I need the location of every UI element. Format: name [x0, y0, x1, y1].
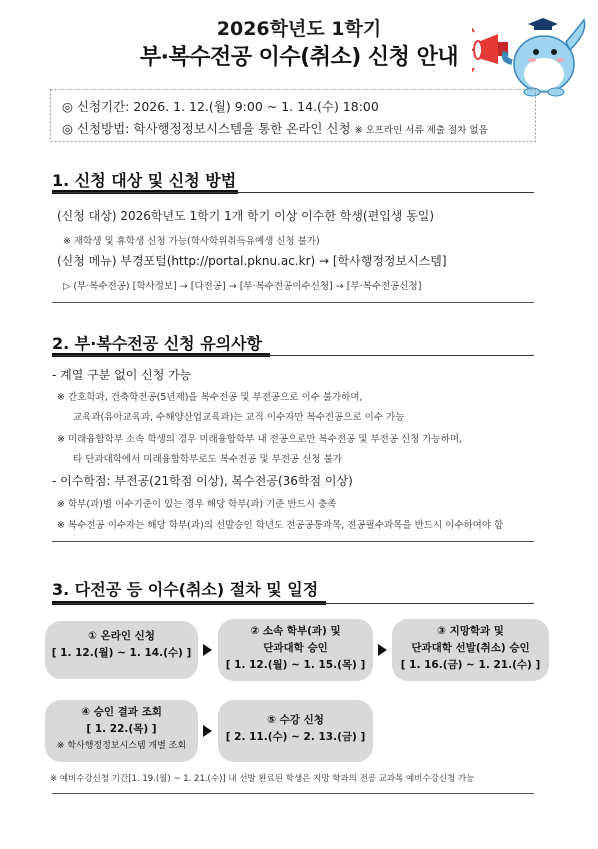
note1d: 타 단과대학에서 미래융합학부로도 복수전공 및 부전공 신청 불가 — [73, 454, 342, 465]
note1b: 교육과(유아교육과, 수해양산업교육과)는 교직 이수자만 복수전공으로 이수 가능 — [73, 412, 405, 423]
step-4-date: [ 1. 22.(목) ] — [86, 723, 157, 735]
triangle-right-icon — [378, 644, 387, 656]
step-1-title: ① 온라인 신청 — [88, 630, 155, 642]
note1a: ※ 간호학과, 건축학전공(5년제)을 복수전공 및 부전공으로 이수 불가하며, — [57, 392, 363, 403]
step-5 — [218, 700, 373, 762]
step-1-date: [ 1. 12.(월) ~ 1. 14.(수) ] — [51, 647, 192, 659]
step-4 — [45, 700, 198, 762]
section1-rule — [52, 192, 534, 193]
period-line — [62, 97, 379, 115]
section2-title: 2. 부·복수전공 신청 유의사항 — [52, 334, 263, 353]
section1-bottom-rule — [52, 302, 534, 303]
title-line1: 2026학년도 1학기 — [216, 18, 382, 40]
step-3-subtitle: 단과대학 선발(취소) 승인 — [411, 642, 530, 654]
item2: - 이수학점: 부전공(21학점 이상), 복수전공(36학점 이상) — [52, 474, 353, 488]
note2b: ※ 복수전공 이수자는 해당 학부(과)의 선발승인 학년도 전공공통과목, 전공필수과목을 반드시 이수하여야 함 — [57, 520, 504, 531]
section3-rule — [52, 603, 534, 604]
step-3-date: [ 1. 16.(금) ~ 1. 21.(수) ] — [400, 659, 541, 671]
method-line — [62, 119, 488, 137]
megaphone-icon — [472, 26, 508, 74]
target-text: (신청 대상) 2026학년도 1학기 1개 학기 이상 이수한 학생(편입생 동일) — [57, 209, 435, 223]
section2-bottom-rule — [52, 541, 534, 542]
step-3 — [392, 619, 549, 681]
step-3-title: ③ 지망학과 및 — [437, 625, 504, 637]
method-note: ※ 오프라인 서류 제출 절차 없음 — [354, 125, 488, 136]
target-note: ※ 재학생 및 휴학생 신청 가능(학사학위취득유예생 신청 불가) — [63, 236, 320, 247]
note1c: ※ 미래융합학부 소속 학생의 경우 미래융합학부 내 전공으로만 복수전공 및 부전공 신청 가능하며, — [57, 434, 463, 445]
step-2-date: [ 1. 12.(월) ~ 1. 15.(목) ] — [225, 659, 366, 671]
period-label: ◎ 신청기간: — [62, 99, 130, 114]
method-value: 학사행정정보시스템을 통한 온라인 신청 — [133, 121, 351, 136]
section3-bottom-rule — [52, 793, 534, 794]
step-4-note: ※ 학사행정정보시스템 개별 조회 — [56, 741, 187, 751]
triangle-right-icon — [203, 644, 212, 656]
page-title: 부·복수전공 이수(취소) 신청 안내 — [139, 45, 459, 70]
method-label: ◎ 신청방법: — [62, 121, 130, 136]
step-2 — [218, 619, 373, 681]
note2a: ※ 학부(과)별 이수기준이 있는 경우 해당 학부(과) 기준 반드시 충족 — [57, 499, 337, 510]
step-2-subtitle: 단과대학 승인 — [263, 642, 328, 654]
item1: - 계열 구분 없이 신청 가능 — [52, 368, 192, 382]
step-2-title: ② 소속 학부(과) 및 — [250, 625, 341, 637]
step-1 — [45, 621, 198, 679]
step-5-title: ⑤ 수강 신청 — [267, 714, 324, 726]
triangle-right-icon — [203, 725, 212, 737]
section2-rule — [52, 355, 534, 356]
step-4-title: ④ 승인 결과 조회 — [81, 706, 162, 718]
section3-title: 3. 다전공 등 이수(취소) 절차 및 일정 — [52, 580, 319, 599]
menu-text: (신청 메뉴) 부경포털(http://portal.pknu.ac.kr) → [학사행정정보시스템] — [57, 254, 447, 268]
info-box — [50, 89, 536, 141]
period-value: 2026. 1. 12.(월) 9:00 ~ 1. 14.(수) 18:00 — [133, 99, 379, 114]
schedule-footnote: ※ 예비수강신청 기간[1. 19.(월) ~ 1. 21.(수)] 내 선발 완료된 학생은 지망 학과의 전공 교과목 예비수강신청 가능 — [50, 774, 475, 784]
step-5-date: [ 2. 11.(수) ~ 2. 13.(금) ] — [225, 731, 366, 743]
whale-mascot-icon — [472, 12, 590, 100]
menu-path: ▷ (부·복수전공) [학사정보] → [다전공] → [부·복수전공이수신청] → [부·복수전공신청] — [63, 281, 422, 292]
section1-title: 1. 신청 대상 및 신청 방법 — [52, 171, 237, 190]
